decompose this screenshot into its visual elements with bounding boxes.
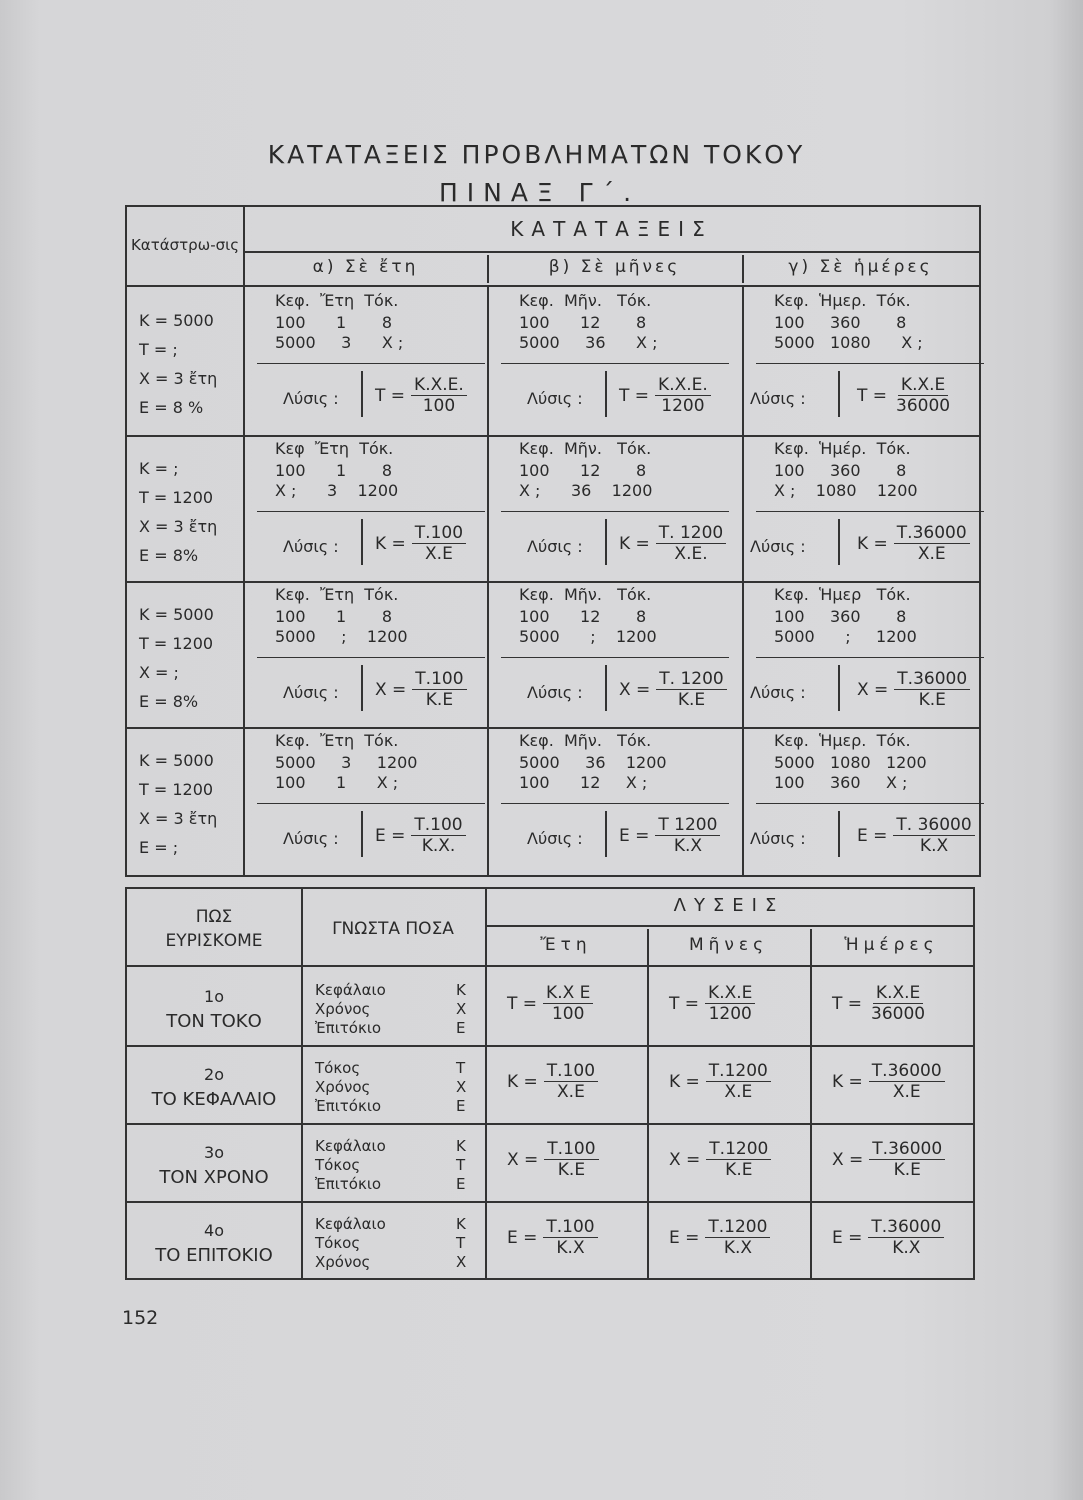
numerator: Τ.36000 — [894, 523, 970, 544]
block-rule — [756, 363, 984, 364]
given-value: Κ = 5000 — [139, 311, 214, 330]
fraction — [656, 523, 726, 564]
denominator: Κ.Χ — [673, 836, 703, 856]
formula-lhs: Ε = — [619, 825, 650, 846]
denominator: Χ.Ε — [425, 544, 453, 564]
formula-lhs: Χ = — [857, 679, 889, 700]
numerator: Κ.Χ Ε — [543, 983, 593, 1004]
lusis-label: Λύσις : — [750, 389, 806, 408]
denominator: 100 — [551, 1004, 585, 1024]
denominator: 1200 — [661, 396, 705, 416]
fraction — [655, 815, 720, 856]
block-row: 5000 36 1200 — [519, 753, 667, 772]
header-bottom-rule — [127, 285, 979, 287]
block-row: 5000 1080 1200 — [774, 753, 927, 772]
known-symbol: Τ — [456, 1234, 466, 1252]
block-rule — [257, 657, 485, 658]
fraction — [894, 669, 970, 710]
numerator: Τ.100 — [412, 669, 466, 690]
lusis-label: Λύσις : — [283, 683, 339, 702]
fraction — [544, 1061, 598, 1102]
solution-formula — [669, 1061, 771, 1102]
solution-formula — [375, 669, 467, 710]
formula-lhs: Χ = — [669, 1149, 701, 1170]
block-row: 5000 ; 1200 — [774, 627, 917, 646]
numerator: Τ.100 — [544, 1139, 598, 1160]
denominator: Κ.Χ — [556, 1238, 585, 1258]
denominator: Κ.Χ — [919, 836, 949, 856]
known-quantity: Ἐπιτόκιο — [315, 1097, 382, 1115]
lusis-label: Λύσις : — [750, 537, 806, 556]
sub-divider — [487, 255, 489, 283]
solution-formula — [832, 1217, 944, 1258]
known-symbol: Τ — [456, 1059, 466, 1077]
lusis-label: Λύσις : — [283, 389, 339, 408]
formula-lhs: Κ = — [619, 533, 650, 554]
formula-lhs: Κ = — [375, 533, 406, 554]
denominator: Κ.Ε — [918, 690, 946, 710]
formula-lhs: Τ = — [619, 385, 650, 406]
given-value: Τ = ; — [139, 340, 178, 359]
solution-formula — [619, 815, 720, 856]
solution-formula — [375, 815, 466, 856]
subheader-1: β) Σὲ μῆνες — [548, 257, 681, 277]
known-symbol: Κ — [456, 1215, 466, 1233]
header-rule — [244, 251, 979, 253]
sub-divider — [742, 255, 744, 283]
row-target: ΤΟΝ ΤΟΚΟ — [166, 1011, 262, 1032]
solution-formula — [507, 1061, 598, 1102]
solution-formula — [619, 523, 726, 564]
lusis-divider — [361, 665, 363, 711]
fraction — [411, 375, 467, 416]
block-header: Κεφ. Μῆν. Τόκ. — [519, 291, 652, 310]
numerator: Τ.36000 — [869, 1139, 945, 1160]
known-symbol: Χ — [456, 1000, 467, 1018]
lusis-label: Λύσις : — [750, 683, 806, 702]
formula-lhs: Ε = — [375, 825, 406, 846]
known-quantity: Τόκος — [315, 1156, 361, 1174]
formula-lhs: Τ = — [375, 385, 406, 406]
denominator: Κ.Χ — [723, 1238, 753, 1258]
block-row: 100 12 8 — [519, 607, 647, 626]
block-header: Κεφ Ἔτη Τόκ. — [275, 439, 394, 458]
row-target: ΤΟ ΕΠΙΤΟΚΙΟ — [155, 1245, 273, 1266]
block-row: Χ ; 36 1200 — [519, 481, 653, 500]
block-row: 100 1 8 — [275, 313, 393, 332]
header-luseis: ΛΥΣΕΙΣ — [673, 895, 785, 916]
formula-lhs: Ε = — [507, 1227, 538, 1248]
denominator: Χ.Ε — [557, 1082, 585, 1102]
block-rule — [501, 803, 729, 804]
solution-formula — [507, 1217, 598, 1258]
formula-lhs: Χ = — [507, 1149, 539, 1170]
known-symbol: Κ — [456, 981, 466, 999]
block-row: 5000 1080 Χ ; — [774, 333, 923, 352]
fraction — [869, 1139, 945, 1180]
block-header: Κεφ. Ἡμέρ. Τόκ. — [774, 439, 911, 458]
formula-lhs: Ε = — [669, 1227, 700, 1248]
fraction — [544, 1139, 598, 1180]
fraction — [706, 1139, 771, 1180]
denominator: 1200 — [708, 1004, 752, 1024]
block-row: 5000 3 1200 — [275, 753, 418, 772]
header-katataxeis: ΚΑΤΑΤΑΞΕΙΣ — [510, 217, 713, 241]
block-divider — [487, 287, 489, 875]
col-divider — [647, 929, 649, 1278]
known-symbol: Ε — [456, 1175, 466, 1193]
fraction — [656, 669, 726, 710]
numerator: Τ.1200 — [705, 1217, 770, 1238]
fraction — [411, 815, 465, 856]
subheader-0: α) Σὲ ἔτη — [312, 257, 419, 277]
given-value: Χ = 3 ἔτη — [139, 517, 218, 536]
formula-lhs: Χ = — [619, 679, 651, 700]
fraction — [868, 1217, 944, 1258]
block-row: 100 360 8 — [774, 461, 907, 480]
given-value: Κ = 5000 — [139, 751, 214, 770]
block-row: Χ ; 1080 1200 — [774, 481, 918, 500]
block-header: Κεφ. Μῆν. Τόκ. — [519, 585, 652, 604]
fraction — [705, 983, 755, 1024]
solution-formula — [832, 983, 928, 1024]
formula-lhs: Ε = — [857, 825, 888, 846]
fraction — [706, 1061, 771, 1102]
solution-formula — [619, 375, 711, 416]
formula-lhs: Κ = — [669, 1071, 700, 1092]
block-row: 100 12 8 — [519, 313, 647, 332]
formula-lhs: Τ = — [857, 385, 888, 406]
denominator: Χ.Ε — [917, 544, 946, 564]
block-rule — [257, 803, 485, 804]
known-quantity: Ἐπιτόκιο — [315, 1175, 382, 1193]
given-value: Κ = ; — [139, 459, 179, 478]
denominator: Κ.Ε — [557, 1160, 586, 1180]
known-quantity: Κεφάλαιο — [315, 1137, 386, 1155]
header-bottom-rule — [127, 965, 973, 967]
block-rule — [756, 803, 984, 804]
solution-formula — [507, 983, 593, 1024]
block-row: 5000 ; 1200 — [275, 627, 408, 646]
header-gnosta: ΓΝΩΣΤΑ ΠΟΣΑ — [332, 919, 454, 939]
row-target: ΤΟ ΚΕΦΑΛΑΙΟ — [151, 1089, 277, 1110]
table-caption: ΠΙΝΑΞ Γ΄. — [438, 178, 641, 207]
given-value: Ε = ; — [139, 838, 179, 857]
lusis-divider — [838, 371, 840, 417]
fraction — [412, 523, 466, 564]
lusis-divider — [605, 371, 607, 417]
block-divider — [742, 287, 744, 875]
row-rule — [127, 727, 979, 729]
known-quantity: Ἐπιτόκιο — [315, 1019, 382, 1037]
solution-formula — [669, 1139, 771, 1180]
block-rule — [501, 363, 729, 364]
formula-lhs: Κ = — [857, 533, 888, 554]
numerator: Τ.100 — [544, 1061, 598, 1082]
denominator: Κ.Ε — [425, 690, 454, 710]
col-divider — [301, 889, 303, 1278]
block-row: 100 12 8 — [519, 461, 647, 480]
fraction — [655, 375, 711, 416]
block-row: 100 360 8 — [774, 313, 907, 332]
known-quantity: Χρόνος — [315, 1078, 371, 1096]
known-quantity: Τόκος — [315, 1059, 361, 1077]
given-value: Ε = 8 % — [139, 398, 204, 417]
block-row: 100 360 Χ ; — [774, 773, 908, 792]
fraction — [894, 523, 970, 564]
block-rule — [257, 363, 485, 364]
numerator: Κ.Χ.Ε. — [411, 375, 467, 396]
col-divider — [243, 207, 245, 875]
lusis-divider — [605, 811, 607, 857]
fraction — [412, 669, 466, 710]
denominator: 36000 — [871, 1004, 926, 1024]
solution-formula — [857, 669, 970, 710]
numerator: Κ.Χ.Ε — [873, 983, 923, 1004]
known-quantity: Τόκος — [315, 1234, 361, 1252]
denominator: Κ.Ε — [893, 1160, 921, 1180]
row-rule — [127, 435, 979, 437]
block-header: Κεφ. Ἔτη Τόκ. — [275, 291, 399, 310]
lusis-divider — [605, 665, 607, 711]
numerator: Κ.Χ.Ε. — [655, 375, 711, 396]
block-rule — [756, 657, 984, 658]
given-value: Τ = 1200 — [139, 780, 214, 799]
solution-formula — [832, 1139, 945, 1180]
denominator: Κ.Ε — [677, 690, 706, 710]
fraction — [705, 1217, 770, 1258]
row-ordinal: 2ο — [204, 1065, 224, 1084]
known-quantity: Κεφάλαιο — [315, 1215, 386, 1233]
block-header: Κεφ. Μῆν. Τόκ. — [519, 731, 652, 750]
block-header: Κεφ. Ἔτη Τόκ. — [275, 585, 399, 604]
row-target: ΤΟΝ ΧΡΟΝΟ — [159, 1167, 269, 1188]
known-symbol: Χ — [456, 1253, 467, 1271]
subheader-1: Μῆνες — [688, 935, 769, 955]
formula-lhs: Τ = — [832, 993, 863, 1014]
fraction — [869, 1061, 945, 1102]
page-title: ΚΑΤΑΤΑΞΕΙΣ ΠΡΟΒΛΗΜΑΤΩΝ ΤΟΚΟΥ — [267, 140, 806, 169]
lusis-label: Λύσις : — [283, 829, 339, 848]
solution-formula — [619, 669, 727, 710]
summary-table — [125, 887, 975, 1280]
formula-lhs: Χ = — [375, 679, 407, 700]
lusis-divider — [838, 665, 840, 711]
block-header: Κεφ. Μῆν. Τόκ. — [519, 439, 652, 458]
block-row: 100 12 Χ ; — [519, 773, 648, 792]
known-quantity: Κεφάλαιο — [315, 981, 386, 999]
numerator: Κ.Χ.Ε — [898, 375, 948, 396]
given-value: Κ = 5000 — [139, 605, 214, 624]
col-header-katastrosis: Κατάστρω-σις — [130, 236, 240, 254]
denominator: 100 — [422, 396, 456, 416]
numerator: Τ. 36000 — [893, 815, 974, 836]
header-pos: ΠΩΣ ΕΥΡΙΣΚΟΜΕ — [165, 907, 263, 951]
lusis-divider — [361, 371, 363, 417]
row-rule — [127, 581, 979, 583]
given-value: Χ = ; — [139, 663, 179, 682]
fraction — [868, 983, 928, 1024]
block-rule — [756, 511, 984, 512]
numerator: Τ 1200 — [655, 815, 720, 836]
denominator: Χ.Ε — [892, 1082, 921, 1102]
fraction — [543, 983, 593, 1024]
numerator: Κ.Χ.Ε — [705, 983, 755, 1004]
row-rule — [127, 1201, 973, 1203]
known-symbol: Τ — [456, 1156, 466, 1174]
col-divider — [810, 929, 812, 1278]
block-row: 100 1 Χ ; — [275, 773, 399, 792]
numerator: Τ. 1200 — [656, 669, 726, 690]
numerator: Τ.100 — [543, 1217, 597, 1238]
block-header: Κεφ. Ἔτη Τόκ. — [275, 731, 399, 750]
numerator: Τ. 1200 — [656, 523, 726, 544]
lusis-divider — [605, 519, 607, 565]
known-symbol: Ε — [456, 1019, 466, 1037]
denominator: Χ.Ε. — [674, 544, 708, 564]
subheader-2: Ἡμέρες — [844, 935, 939, 955]
known-quantity: Χρόνος — [315, 1000, 371, 1018]
row-ordinal: 3ο — [204, 1143, 224, 1162]
given-value: Χ = 3 ἔτη — [139, 809, 218, 828]
formula-lhs: Ε = — [832, 1227, 863, 1248]
solution-formula — [375, 375, 467, 416]
block-row: 100 1 8 — [275, 461, 393, 480]
solution-formula — [857, 375, 953, 416]
lusis-label: Λύσις : — [283, 537, 339, 556]
given-value: Ε = 8% — [139, 692, 199, 711]
numerator: Τ.36000 — [868, 1217, 944, 1238]
solution-formula — [507, 1139, 599, 1180]
given-value: Τ = 1200 — [139, 634, 214, 653]
row-ordinal: 4ο — [204, 1221, 224, 1240]
lusis-divider — [361, 519, 363, 565]
formula-lhs: Κ = — [832, 1071, 863, 1092]
formula-lhs: Χ = — [832, 1149, 864, 1170]
numerator: Τ.100 — [412, 523, 466, 544]
known-symbol: Ε — [456, 1097, 466, 1115]
lusis-label: Λύσις : — [527, 683, 583, 702]
block-row: 5000 ; 1200 — [519, 627, 657, 646]
solution-formula — [669, 1217, 770, 1258]
block-rule — [501, 657, 729, 658]
classification-table — [125, 205, 981, 877]
lusis-label: Λύσις : — [527, 537, 583, 556]
denominator: 36000 — [896, 396, 951, 416]
known-symbol: Χ — [456, 1078, 467, 1096]
block-row: 100 360 8 — [774, 607, 907, 626]
lusis-label: Λύσις : — [750, 829, 806, 848]
given-value: Χ = 3 ἔτη — [139, 369, 218, 388]
denominator: Κ.Χ — [892, 1238, 921, 1258]
given-value: Ε = 8% — [139, 546, 199, 565]
numerator: Τ.1200 — [706, 1139, 771, 1160]
formula-lhs: Τ = — [507, 993, 538, 1014]
numerator: Τ.36000 — [894, 669, 970, 690]
fraction — [893, 815, 974, 856]
block-rule — [501, 511, 729, 512]
given-value: Τ = 1200 — [139, 488, 214, 507]
row-ordinal: 1ο — [204, 987, 224, 1006]
row-rule — [127, 1123, 973, 1125]
numerator: Τ.36000 — [869, 1061, 945, 1082]
formula-lhs: Κ = — [507, 1071, 538, 1092]
page-number: 152 — [122, 1307, 159, 1329]
lusis-divider — [838, 811, 840, 857]
block-header: Κεφ. Ἡμερ Τόκ. — [774, 585, 911, 604]
known-quantity: Χρόνος — [315, 1253, 371, 1271]
block-row: 5000 36 Χ ; — [519, 333, 658, 352]
fraction — [893, 375, 953, 416]
block-row: 100 1 8 — [275, 607, 393, 626]
subheader-0: Ἔτη — [540, 935, 592, 955]
lusis-label: Λύσις : — [527, 829, 583, 848]
solution-formula — [857, 523, 970, 564]
lusis-divider — [838, 519, 840, 565]
header-rule — [485, 925, 973, 927]
denominator: Κ.Ε — [725, 1160, 753, 1180]
formula-lhs: Τ = — [669, 993, 700, 1014]
lusis-divider — [361, 811, 363, 857]
block-row: 5000 3 Χ ; — [275, 333, 404, 352]
denominator: Κ.Χ. — [421, 836, 456, 856]
solution-formula — [669, 983, 755, 1024]
solution-formula — [832, 1061, 945, 1102]
known-symbol: Κ — [456, 1137, 466, 1155]
denominator: Χ.Ε — [724, 1082, 753, 1102]
numerator: Τ.100 — [411, 815, 465, 836]
block-row: Χ ; 3 1200 — [275, 481, 399, 500]
block-header: Κεφ. Ἡμερ. Τόκ. — [774, 731, 911, 750]
row-rule — [127, 1045, 973, 1047]
solution-formula — [375, 523, 466, 564]
numerator: Τ.1200 — [706, 1061, 771, 1082]
subheader-2: γ) Σὲ ἡμέρες — [788, 257, 933, 277]
lusis-label: Λύσις : — [527, 389, 583, 408]
block-rule — [257, 511, 485, 512]
solution-formula — [857, 815, 975, 856]
block-header: Κεφ. Ἡμερ. Τόκ. — [774, 291, 911, 310]
fraction — [543, 1217, 597, 1258]
